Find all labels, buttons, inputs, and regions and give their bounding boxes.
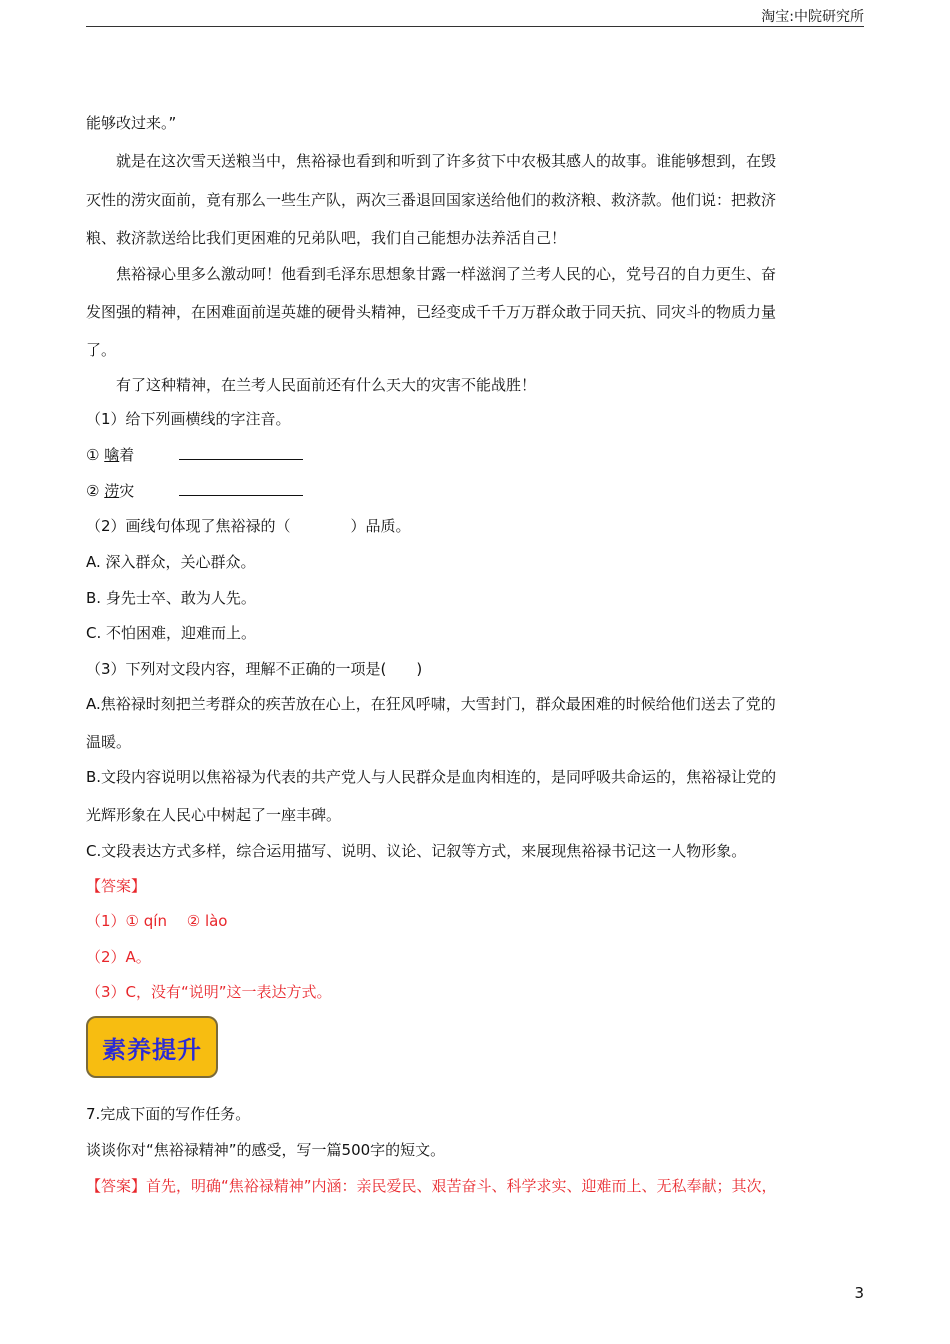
paragraph-line: 了。 [86,341,117,359]
answer-3: （3）C，没有“说明”这一表达方式。 [86,983,332,1001]
question-1-item-2 [86,480,303,502]
question-1-prompt: （1）给下列画横线的字注音。 [86,410,291,428]
paragraph-line: 就是在这次雪天送粮当中，焦裕禄也看到和听到了许多贫下中农极其感人的故事。谁能够想到，在毁 [116,152,777,170]
answer-1: （1）① qín ② lào [86,912,228,930]
section-badge: 素养提升 [86,1016,218,1078]
question-3-option-c: C.文段表达方式多样，综合运用描写、说明、议论、记叙等方式，来展现焦裕禄书记这一人物形象。 [86,842,747,860]
paragraph-line: 灭性的涝灾面前，竟有那么一些生产队，两次三番退回国家送给他们的救济粮、救济款。他们说：把救济 [86,191,777,209]
question-3-prompt: （3）下列对文段内容，理解不正确的一项是( ) [86,660,423,678]
answer-label: 【答案】 [86,877,147,895]
question-3-option-b: B.文段内容说明以焦裕禄为代表的共产党人与人民群众是血肉相连的，是同呼吸共命运的，焦裕禄让党的 [86,768,777,786]
item-text: 着 [119,446,135,464]
question-2-option-a: A. 深入群众，关心群众。 [86,553,256,571]
answer-text: 首先，明确“焦裕禄精神”内涵：亲民爱民、艰苦奋斗、科学求实、迎难而上、无私奉献；其次， [146,1177,777,1195]
question-7-title: 7.完成下面的写作任务。 [86,1105,251,1123]
answer-blank[interactable] [179,445,303,460]
paragraph-line: 能够改过来。” [86,114,177,132]
paragraph-line: 粮、救济款送给比我们更困难的兄弟队吧，我们自己能想办法养活自己！ [86,229,567,247]
item-text: 灾 [119,482,135,500]
answer-blank[interactable] [179,481,303,496]
item-number: ① [86,446,100,464]
item-number: ② [86,482,100,500]
paragraph-line: 发图强的精神，在困难面前逞英雄的硬骨头精神，已经变成千千万万群众敢于同天抗、同灾斗的物质力量 [86,303,777,321]
question-2-option-c: C. 不怕困难，迎难而上。 [86,624,257,642]
question-2-prompt: （2）画线句体现了焦裕禄的（ ）品质。 [86,517,411,535]
question-7-prompt: 谈谈你对“焦裕禄精神”的感受，写一篇500字的短文。 [86,1141,446,1159]
question-1-item-1 [86,444,303,466]
question-2-option-b: B. 身先士卒、敢为人先。 [86,589,256,607]
question-3-option-b-cont: 光辉形象在人民心中树起了一座丰碑。 [86,806,342,824]
question-7-answer [86,1175,777,1197]
paragraph-line: 焦裕禄心里多么激动呵！他看到毛泽东思想象甘露一样滋润了兰考人民的心，党号召的自力更生、奋 [116,265,777,283]
answer-label: 【答案】 [86,1177,147,1195]
question-3-option-a-cont: 温暖。 [86,733,132,751]
paragraph-line: 有了这种精神，在兰考人民面前还有什么天大的灾害不能战胜！ [116,376,537,394]
page-header-text: 淘宝:中院研究所 [761,9,864,25]
header-divider [86,26,864,27]
underlined-char: 涝 [104,482,120,500]
question-3-option-a: A.焦裕禄时刻把兰考群众的疾苦放在心上，在狂风呼啸，大雪封门，群众最困难的时候给他们送去了党的 [86,695,776,713]
page-number: 3 [854,1284,864,1302]
answer-2: （2）A。 [86,948,151,966]
underlined-char: 噙 [104,446,120,464]
